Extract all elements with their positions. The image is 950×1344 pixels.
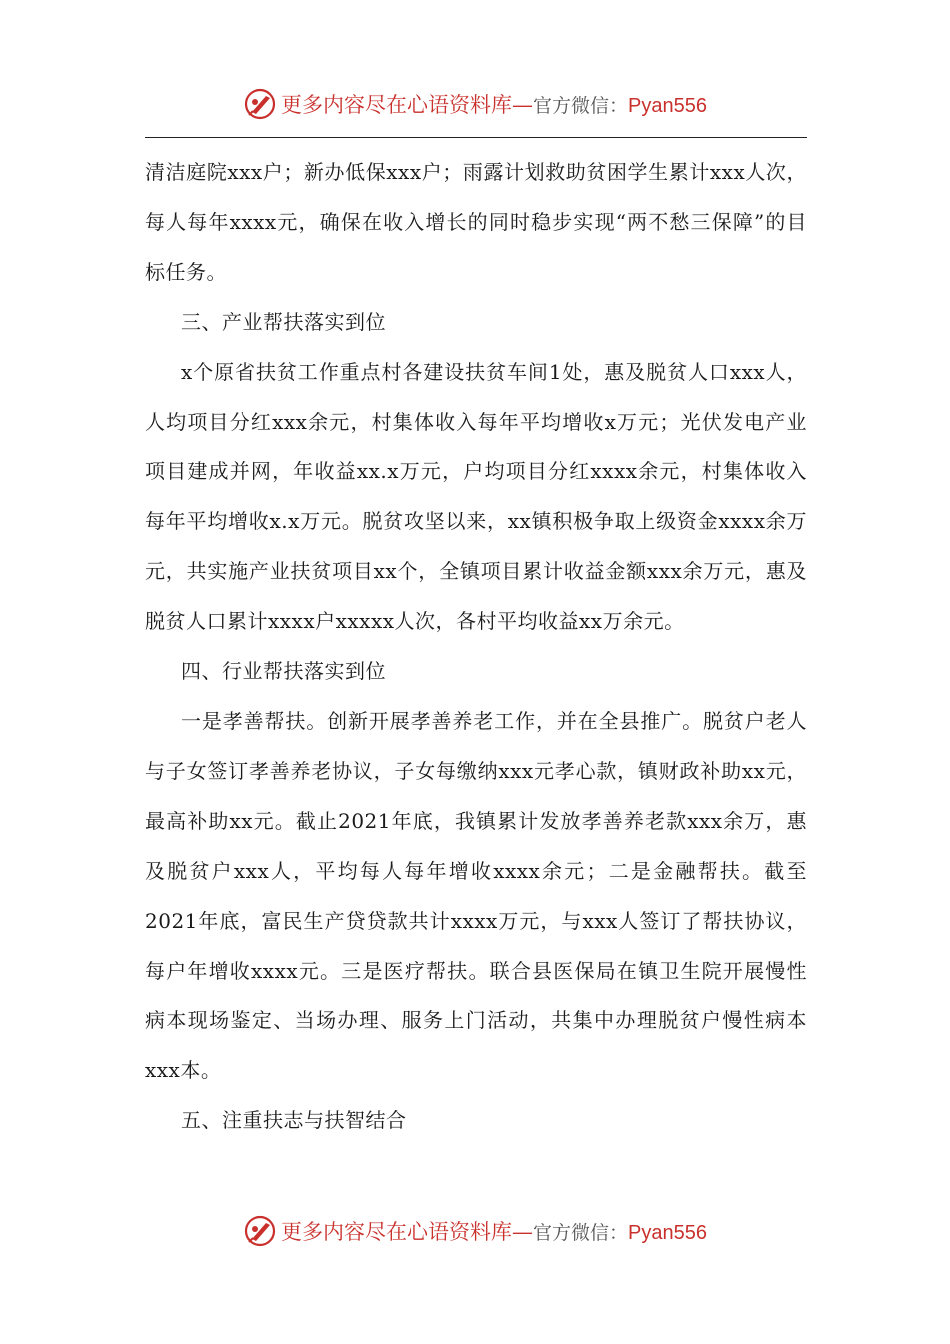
paragraph-industry-support: x个原省扶贫工作重点村各建设扶贫车间1处，惠及脱贫人口xxx人，人均项目分红xxx余元，村集体收入每年平均增收x万元；光伏发电产业项目建成并网，年收益xx.x万元，户均项目分红xxxx余元，村集体收入每年平均增收x.x万元。脱贫攻坚以来，xx镇积极争取上级资金xxxx余万元，共实施产业扶贫项目xx个，全镇项目累计收益金额xxx余万元，惠及脱贫人口累计xxxx户xxxxx人次，各村平均收益xx万余元。 xyxy=(145,359,807,634)
header-banner-wx: 官方微信： xyxy=(533,95,629,117)
header-banner xyxy=(0,84,950,124)
pen-logo-icon xyxy=(243,87,277,121)
section-heading-4: 四、行业帮扶落实到位 xyxy=(181,659,386,684)
paragraph-continuation: 清洁庭院xxx户；新办低保xxx户；雨露计划救助贫困学生累计xxx人次，每人每年xxxx元，确保在收入增长的同时稳步实现“两不愁三保障”的目标任务。 xyxy=(145,160,807,284)
footer-banner-text xyxy=(281,1216,707,1246)
header-banner-account: Pyan556 xyxy=(628,95,707,117)
footer-banner-account: Pyan556 xyxy=(628,1222,707,1244)
section-heading-3: 三、产业帮扶落实到位 xyxy=(181,309,386,334)
header-rule xyxy=(145,137,807,138)
paragraph-sector-support: 一是孝善帮扶。创新开展孝善养老工作，并在全县推广。脱贫户老人与子女签订孝善养老协议，子女每缴纳xxx元孝心款，镇财政补助xx元，最高补助xx元。截止2021年底，我镇累计发放孝善养老款xxx余万，惠及脱贫户xxx人，平均每人每年增收xxxx余元；二是金融帮扶。截至2021年底，富民生产贷贷款共计xxxx万元，与xxx人签订了帮扶协议，每户年增收xxxx元。三是医疗帮扶。联合县医保局在镇卫生院开展慢性病本现场鉴定、当场办理、服务上门活动，共集中办理脱贫户慢性病本xxx本。 xyxy=(145,708,807,1083)
header-banner-text xyxy=(281,89,707,119)
footer-banner-main: 更多内容尽在心语资料库 xyxy=(281,1220,512,1244)
section-heading-5: 五、注重扶志与扶智结合 xyxy=(181,1108,407,1133)
header-banner-main: 更多内容尽在心语资料库 xyxy=(281,93,512,117)
header-banner-sep: — xyxy=(512,93,533,117)
footer-banner-sep: — xyxy=(512,1220,533,1244)
footer-banner xyxy=(0,1211,950,1251)
pen-logo-icon xyxy=(243,1214,277,1248)
footer-banner-wx: 官方微信： xyxy=(533,1222,629,1244)
document-body xyxy=(145,148,807,1146)
